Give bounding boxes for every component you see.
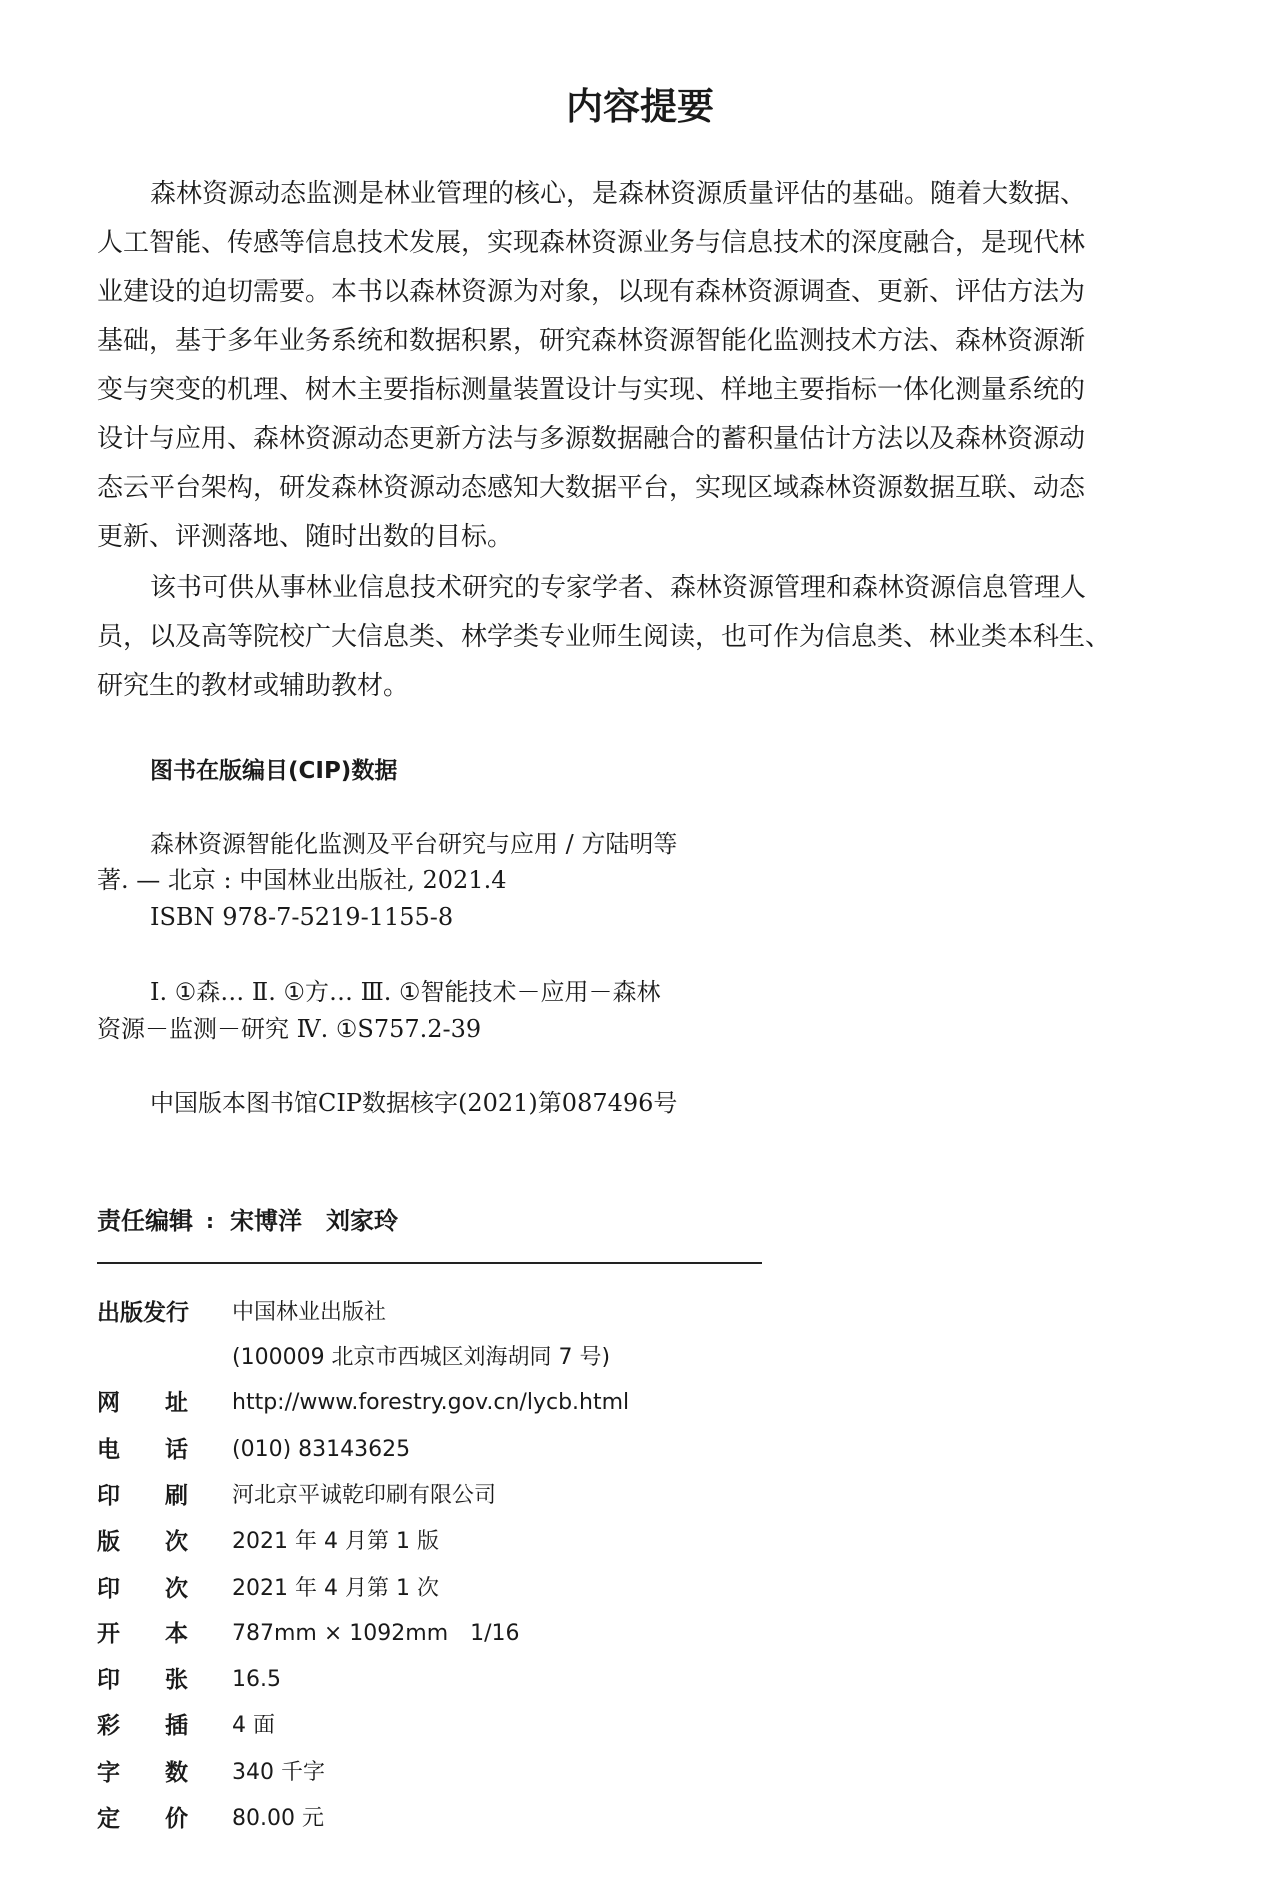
- imprint-label: 印: [97, 1667, 120, 1693]
- editors-separator: :: [206, 1209, 214, 1233]
- cip-number: 中国版本图书馆CIP数据核字(2021)第087496号: [150, 1089, 678, 1117]
- imprint-value: (100009 北京市西城区刘海胡同 7 号): [232, 1345, 611, 1370]
- imprint-label: 张: [165, 1667, 188, 1693]
- imprint-label: 字: [97, 1760, 120, 1786]
- imprint-value: 80.00 元: [232, 1806, 324, 1831]
- imprint-value: 340 千字: [232, 1760, 325, 1785]
- imprint-label: 开: [97, 1621, 120, 1647]
- imprint-label: 版: [97, 1529, 120, 1555]
- imprint-label: 话: [165, 1437, 188, 1463]
- imprint-value: 2021 年 4 月第 1 版: [232, 1529, 439, 1554]
- cip-line: 资源－监测－研究 Ⅳ. ①S757.2-39: [97, 1015, 482, 1043]
- text-line: 业建设的迫切需要。本书以森林资源为对象，以现有森林资源调查、更新、评估方法为: [97, 277, 1086, 307]
- imprint-label: 电: [97, 1437, 120, 1463]
- imprint-label: 本: [165, 1621, 188, 1647]
- cip-isbn: ISBN 978-7-5219-1155-8: [150, 903, 454, 931]
- imprint-value: 16.5: [232, 1667, 281, 1692]
- page-title: 内容提要: [566, 85, 714, 128]
- imprint-label: 次: [165, 1576, 188, 1602]
- imprint-value: 2021 年 4 月第 1 次: [232, 1576, 439, 1601]
- imprint-value: http://www.forestry.gov.cn/lycb.html: [232, 1390, 630, 1415]
- text-line: 设计与应用、森林资源动态更新方法与多源数据融合的蓄积量估计方法以及森林资源动: [97, 424, 1086, 454]
- imprint-label: 次: [165, 1529, 188, 1555]
- text-line: 态云平台架构，研发森林资源动态感知大数据平台，实现区域森林资源数据互联、动态: [97, 473, 1086, 503]
- imprint-value: 787mm × 1092mm 1/16: [232, 1621, 520, 1646]
- imprint-value: (010) 83143625: [232, 1437, 411, 1462]
- imprint-label: 插: [165, 1713, 188, 1739]
- imprint-label: 定: [97, 1806, 120, 1832]
- text-line: 人工智能、传感等信息技术发展，实现森林资源业务与信息技术的深度融合，是现代林: [97, 228, 1086, 258]
- text-line: 变与突变的机理、树木主要指标测量装置设计与实现、样地主要指标一体化测量系统的: [97, 375, 1086, 405]
- text-line: 该书可供从事林业信息技术研究的专家学者、森林资源管理和森林资源信息管理人: [150, 573, 1087, 603]
- imprint-value: 中国林业出版社: [232, 1300, 387, 1325]
- cip-line: 著. — 北京 : 中国林业出版社, 2021.4: [97, 866, 507, 894]
- imprint-label: 彩: [97, 1713, 120, 1739]
- editors-names: 宋博洋 刘家玲: [230, 1207, 398, 1235]
- divider: [97, 1262, 762, 1264]
- text-line: 森林资源动态监测是林业管理的核心，是森林资源质量评估的基础。随着大数据、: [150, 179, 1087, 209]
- editors-label: 责任编辑: [97, 1207, 193, 1235]
- imprint-label: 印: [97, 1483, 120, 1509]
- imprint-label: 出版发行: [97, 1300, 189, 1326]
- imprint-label: 址: [165, 1390, 188, 1416]
- imprint-label: 网: [97, 1390, 120, 1416]
- imprint-label: 价: [165, 1806, 188, 1832]
- text-line: 员，以及高等院校广大信息类、林学类专业师生阅读，也可作为信息类、林业类本科生、: [97, 622, 1112, 652]
- imprint-label: 刷: [165, 1483, 188, 1509]
- text-line: 研究生的教材或辅助教材。: [97, 671, 410, 701]
- text-line: 基础，基于多年业务系统和数据积累，研究森林资源智能化监测技术方法、森林资源渐: [97, 326, 1086, 356]
- cip-heading: 图书在版编目(CIP)数据: [150, 758, 398, 784]
- imprint-value: 河北京平诚乾印刷有限公司: [232, 1483, 497, 1508]
- imprint-value: 4 面: [232, 1713, 275, 1738]
- cip-line: 森林资源智能化监测及平台研究与应用 / 方陆明等: [150, 830, 678, 858]
- text-line: 更新、评测落地、随时出数的目标。: [97, 522, 514, 552]
- cip-line: Ⅰ. ①森… Ⅱ. ①方… Ⅲ. ①智能技术－应用－森林: [150, 978, 661, 1006]
- imprint-label: 印: [97, 1576, 120, 1602]
- imprint-label: 数: [165, 1760, 188, 1786]
